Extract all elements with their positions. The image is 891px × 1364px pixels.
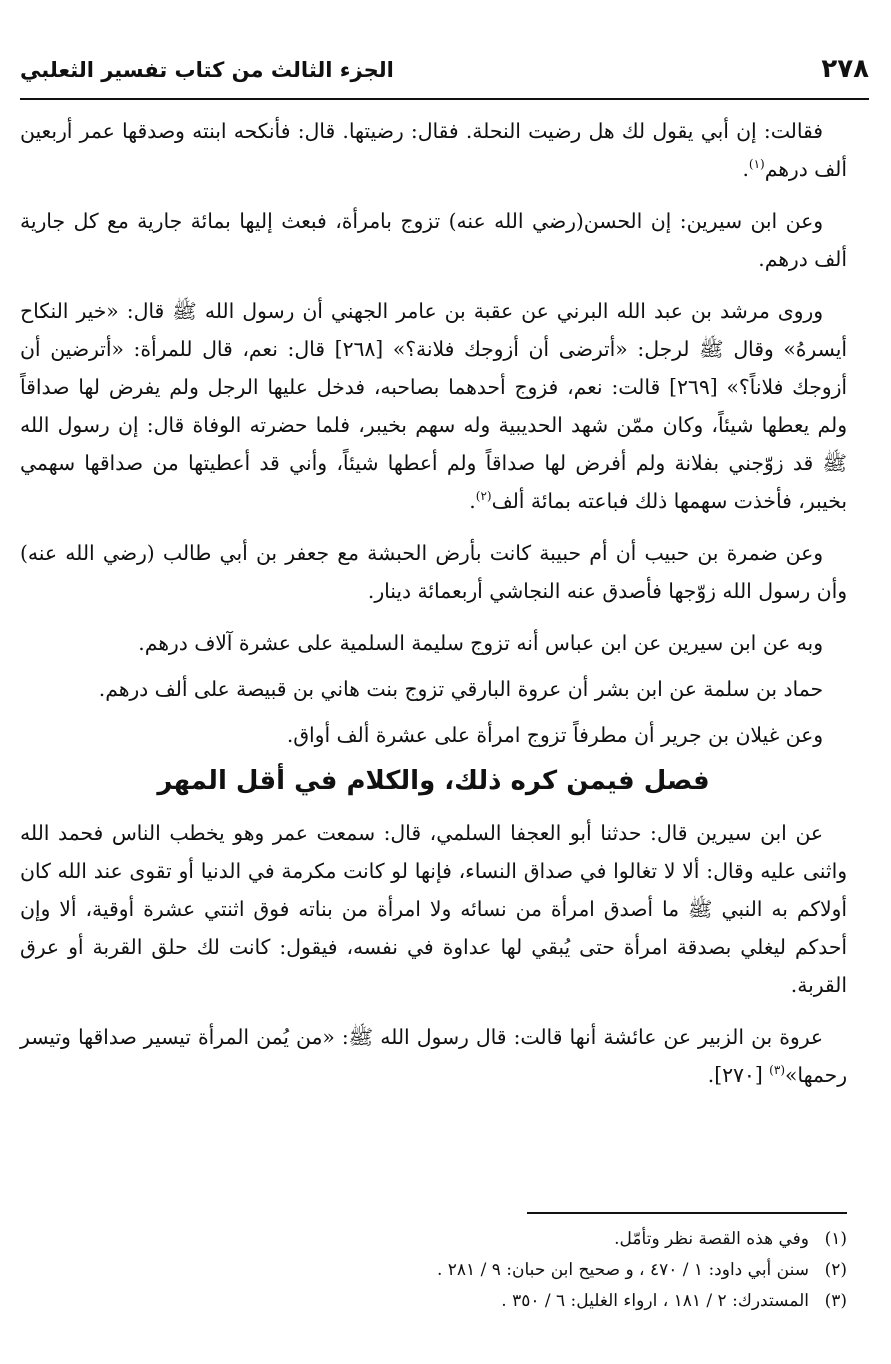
body-text xyxy=(20,112,847,1108)
page-number: ٢٧٨ xyxy=(821,54,869,84)
paragraph: وبه عن ابن سيرين عن ابن عباس أنه تزوج سليمة السلمية على عشرة آلاف درهم. xyxy=(138,631,823,655)
section-heading: فصل فيمن كره ذلك، والكلام في أقل المهر xyxy=(157,766,710,796)
paragraph: عروة بن الزبير عن عائشة أنها قالت: قال رسول الله ﷺ: «من يُمن المرأة تيسير صداقها وتيسر رحمها»$^{(٣)}$ [٢٧٠]. xyxy=(20,1025,847,1087)
paragraph: حماد بن سلمة عن ابن بشر أن عروة البارقي تزوج بنت هاني بن قبيصة على ألف درهم. xyxy=(98,677,823,701)
footnote: (١)وفي هذه القصة نظر وتأمّل. xyxy=(614,1229,847,1249)
paragraph: وعن ابن سيرين: إن الحسن(رضي الله عنه) تزوج بامرأة، فبعث إليها بمائة جارية مع كل جارية ألف درهم. xyxy=(20,209,847,271)
footnotes xyxy=(120,1224,847,1317)
paragraph: وروى مرشد بن عبد الله البرني عن عقبة بن عامر الجهني أن رسول الله ﷺ قال: «خير النكاح أيسرهُ» وقال ﷺ لرجل: «أترضى أن أزوجك فلانة؟» [٢٦٨] قال: نعم، قال للمرأة: «أترضين أن أزوجك فلاناً؟» [٢٦٩] قالت: نعم، فزوج أحدهما بصاحبه، فدخل عليها الرجل ولم يفرض لها صداقاً ولم يعطها شيئاً، وكان ممّن شهد الحديبية وله سهم بخيبر، فلما حضرته الوفاة قال: إن رسول الله ﷺ قد زوّجني بفلانة ولم أفرض لها صداقاً ولم أعطها شيئاً، وأني قد أعطيتها من صداقها سهمي بخيبر، فأخذت سهمها ذلك فباعته بمائة ألف$^{(٢)}$. xyxy=(20,299,848,513)
paragraph: عن ابن سيرين قال: حدثنا أبو العجفا السلمي، قال: سمعت عمر وهو يخطب الناس فحمد الله واثنى عليه وقال: ألا لا تغالوا في صداق النساء، فإنها لو كانت مكرمة في الدنيا أو تقوى عند الله كان أولاكم به النبي ﷺ ما أصدق امرأة من نسائه ولا امرأة من بناته فوق اثنتي عشرة أوقية، ألا وإن أحدكم ليغلي بصدقة امرأة حتى يُبقي لها عداوة في نفسه، فيقول: كانت لك حلق القربة أو عرق القربة. xyxy=(20,821,847,997)
footnote-separator xyxy=(527,1212,847,1214)
footnote: (٢)سنن أبي داود: ١ / ٤٧٠ ، و صحيح ابن حبان: ٩ / ٢٨١ . xyxy=(436,1260,847,1280)
paragraph: فقالت: إن أبي يقول لك هل رضيت النحلة. فقال: رضيتها. قال: فأنكحه ابنته وصدقها عمر أربعين ألف درهم$^{(١)}$. xyxy=(20,119,847,181)
paragraph: وعن ضمرة بن حبيب أن أم حبيبة كانت بأرض الحبشة مع جعفر بن أبي طالب (رضي الله عنه) وأن رسول الله زوّجها فأصدق عنه النجاشي أربعمائة دينار. xyxy=(20,541,847,603)
running-title: الجزء الثالث من كتاب تفسير الثعلبي xyxy=(20,58,394,82)
page-header xyxy=(20,54,869,100)
paragraph: وعن غيلان بن جرير أن مطرفاً تزوج امرأة على عشرة ألف أواق. xyxy=(286,723,823,747)
footnote: (٣)المستدرك: ٢ / ١٨١ ، ارواء الغليل: ٦ / ٣٥٠ . xyxy=(501,1291,847,1311)
